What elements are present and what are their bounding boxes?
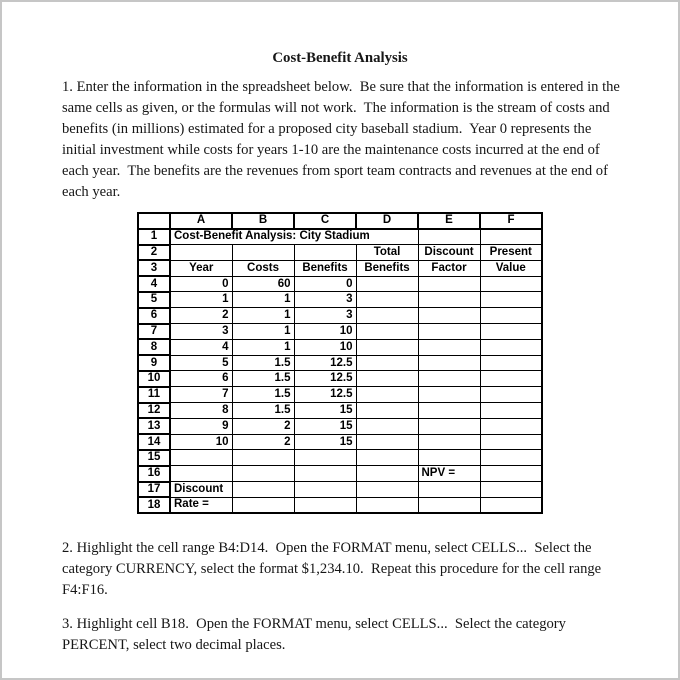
- cell-E3: Factor: [418, 260, 480, 276]
- cell-B7: 1: [232, 324, 294, 340]
- row-header-2: 2: [138, 245, 170, 261]
- cell-C18: [294, 497, 356, 513]
- cell-D14: [356, 434, 418, 450]
- sheet-row-9: [138, 355, 542, 371]
- cell-B17: [232, 482, 294, 498]
- cell-F9: [480, 355, 542, 371]
- cell-C11: 12.5: [294, 387, 356, 403]
- cell-B14: 2: [232, 434, 294, 450]
- instruction-step-2: 2. Highlight the cell range B4:D14. Open the FORMAT menu, select CELLS... Select the category CURRENCY, select the format $1,234.10. Repeat this procedure for the cell range F4:F16.: [62, 540, 605, 599]
- cell-F2: Present: [480, 245, 542, 261]
- cell-A8: 4: [170, 339, 232, 355]
- row-header-3: 3: [138, 260, 170, 276]
- cell-C16: [294, 466, 356, 482]
- cell-B12: 1.5: [232, 403, 294, 419]
- column-header-row: [138, 213, 542, 229]
- row-header-9: 9: [138, 355, 170, 371]
- cell-A12: 8: [170, 403, 232, 419]
- cell-D11: [356, 387, 418, 403]
- cell-E10: [418, 371, 480, 387]
- sheet-row-7: [138, 324, 542, 340]
- cell-A1: Cost-Benefit Analysis: City Stadium: [170, 229, 418, 245]
- cell-B11: 1.5: [232, 387, 294, 403]
- cell-A4: 0: [170, 276, 232, 292]
- cell-D5: [356, 292, 418, 308]
- cell-E9: [418, 355, 480, 371]
- col-header-F: F: [480, 213, 542, 229]
- row-header-13: 13: [138, 418, 170, 434]
- cell-F6: [480, 308, 542, 324]
- row-header-11: 11: [138, 387, 170, 403]
- cell-C14: 15: [294, 434, 356, 450]
- sheet-row-3: [138, 260, 542, 276]
- cell-A6: 2: [170, 308, 232, 324]
- cell-C5: 3: [294, 292, 356, 308]
- row-header-5: 5: [138, 292, 170, 308]
- row-header-14: 14: [138, 434, 170, 450]
- col-header-B: B: [232, 213, 294, 229]
- cell-D4: [356, 276, 418, 292]
- col-header-D: D: [356, 213, 418, 229]
- spreadsheet: [137, 212, 543, 514]
- cell-D13: [356, 418, 418, 434]
- sheet-row-18: [138, 497, 542, 513]
- cell-C8: 10: [294, 339, 356, 355]
- cell-F1: [480, 229, 542, 245]
- cell-B6: 1: [232, 308, 294, 324]
- row-header-15: 15: [138, 450, 170, 466]
- cell-C13: 15: [294, 418, 356, 434]
- cell-A2: [170, 245, 232, 261]
- cell-B3: Costs: [232, 260, 294, 276]
- sheet-row-14: [138, 434, 542, 450]
- cell-A17: Discount: [170, 482, 232, 498]
- sheet-row-5: [138, 292, 542, 308]
- cell-C12: 15: [294, 403, 356, 419]
- cell-A14: 10: [170, 434, 232, 450]
- cell-E12: [418, 403, 480, 419]
- cell-E17: [418, 482, 480, 498]
- sheet-row-10: [138, 371, 542, 387]
- cell-A5: 1: [170, 292, 232, 308]
- cell-E13: [418, 418, 480, 434]
- cell-C4: 0: [294, 276, 356, 292]
- cell-A16: [170, 466, 232, 482]
- cell-F10: [480, 371, 542, 387]
- sheet-row-2: [138, 245, 542, 261]
- sheet-row-6: [138, 308, 542, 324]
- cell-C7: 10: [294, 324, 356, 340]
- row-header-7: 7: [138, 324, 170, 340]
- cell-C2: [294, 245, 356, 261]
- cell-F18: [480, 497, 542, 513]
- cell-A15: [170, 450, 232, 466]
- cell-E15: [418, 450, 480, 466]
- instruction-step-1: 1. Enter the information in the spreadsheet below. Be sure that the information is entered in the same cells as given, or the formulas will not work. The information is the stream of costs and benefits (in millions) estimated for a proposed city baseball stadium. Year 0 represents the initial investment while costs for years 1-10 are the maintenance costs incurred at the end of each year. The benefits are the revenues from sport team contracts and revenues at the end of each year.: [62, 79, 624, 200]
- cell-E6: [418, 308, 480, 324]
- cell-D15: [356, 450, 418, 466]
- cell-F5: [480, 292, 542, 308]
- sheet-row-8: [138, 339, 542, 355]
- cell-D2: Total: [356, 245, 418, 261]
- cell-E2: Discount: [418, 245, 480, 261]
- cell-E16: NPV =: [418, 466, 480, 482]
- cell-E18: [418, 497, 480, 513]
- cell-D7: [356, 324, 418, 340]
- cell-A13: 9: [170, 418, 232, 434]
- row-header-17: 17: [138, 482, 170, 498]
- instruction-step-3: 3. Highlight cell B18. Open the FORMAT menu, select CELLS... Select the category PERCENT, select two decimal places.: [62, 616, 570, 654]
- cell-A11: 7: [170, 387, 232, 403]
- row-header-12: 12: [138, 403, 170, 419]
- row-header-1: 1: [138, 229, 170, 245]
- cell-E14: [418, 434, 480, 450]
- row-header-10: 10: [138, 371, 170, 387]
- cell-B8: 1: [232, 339, 294, 355]
- cell-A9: 5: [170, 355, 232, 371]
- cell-E4: [418, 276, 480, 292]
- cell-D6: [356, 308, 418, 324]
- corner-cell: [138, 213, 170, 229]
- sheet-row-15: [138, 450, 542, 466]
- cell-F17: [480, 482, 542, 498]
- cell-E1: [418, 229, 480, 245]
- cell-A3: Year: [170, 260, 232, 276]
- cell-B5: 1: [232, 292, 294, 308]
- cell-F13: [480, 418, 542, 434]
- cell-B10: 1.5: [232, 371, 294, 387]
- sheet-row-17: [138, 482, 542, 498]
- sheet-row-16: [138, 466, 542, 482]
- cell-C9: 12.5: [294, 355, 356, 371]
- cell-A18: Rate =: [170, 497, 232, 513]
- cell-A10: 6: [170, 371, 232, 387]
- row-header-18: 18: [138, 497, 170, 513]
- cell-B18: [232, 497, 294, 513]
- cell-F14: [480, 434, 542, 450]
- sheet-row-12: [138, 403, 542, 419]
- col-header-E: E: [418, 213, 480, 229]
- cell-E7: [418, 324, 480, 340]
- cell-B16: [232, 466, 294, 482]
- cell-F11: [480, 387, 542, 403]
- cell-B13: 2: [232, 418, 294, 434]
- col-header-C: C: [294, 213, 356, 229]
- cell-C17: [294, 482, 356, 498]
- cell-C3: Benefits: [294, 260, 356, 276]
- cell-E5: [418, 292, 480, 308]
- cell-D10: [356, 371, 418, 387]
- cell-D16: [356, 466, 418, 482]
- cell-D3: Benefits: [356, 260, 418, 276]
- cell-B2: [232, 245, 294, 261]
- row-header-6: 6: [138, 308, 170, 324]
- cell-D9: [356, 355, 418, 371]
- cell-F12: [480, 403, 542, 419]
- cell-E11: [418, 387, 480, 403]
- cell-F7: [480, 324, 542, 340]
- cell-B15: [232, 450, 294, 466]
- sheet-row-11: [138, 387, 542, 403]
- cell-B4: 60: [232, 276, 294, 292]
- spreadsheet-body: [138, 213, 542, 513]
- cell-F3: Value: [480, 260, 542, 276]
- cell-D8: [356, 339, 418, 355]
- sheet-row-4: [138, 276, 542, 292]
- cell-B9: 1.5: [232, 355, 294, 371]
- sheet-row-13: [138, 418, 542, 434]
- col-header-A: A: [170, 213, 232, 229]
- sheet-row-1: [138, 229, 542, 245]
- cell-D12: [356, 403, 418, 419]
- cell-C15: [294, 450, 356, 466]
- cell-F4: [480, 276, 542, 292]
- cell-F8: [480, 339, 542, 355]
- cell-A7: 3: [170, 324, 232, 340]
- page-title: Cost-Benefit Analysis: [272, 50, 408, 66]
- cell-E8: [418, 339, 480, 355]
- cell-C10: 12.5: [294, 371, 356, 387]
- row-header-8: 8: [138, 339, 170, 355]
- row-header-16: 16: [138, 466, 170, 482]
- row-header-4: 4: [138, 276, 170, 292]
- cell-F16: [480, 466, 542, 482]
- cell-D17: [356, 482, 418, 498]
- cell-F15: [480, 450, 542, 466]
- cell-D18: [356, 497, 418, 513]
- cell-C6: 3: [294, 308, 356, 324]
